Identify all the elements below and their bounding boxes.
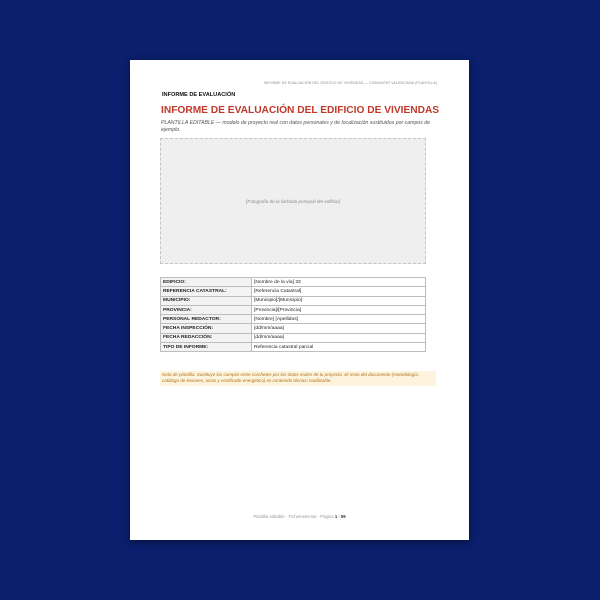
page-footer [130, 514, 469, 519]
table-row [161, 343, 426, 352]
document-page [130, 60, 469, 540]
table-row [161, 305, 426, 314]
section-label: INFORME DE EVALUACIÓN [162, 92, 236, 98]
field-value: [dd/mm/aaaa] [252, 333, 426, 342]
table-row [161, 287, 426, 296]
facade-photo-placeholder [160, 138, 426, 264]
footer-text: Plantilla editable · Fichemetecnia · Página [253, 514, 334, 519]
field-label: TIPO DE INFORME: [161, 343, 252, 352]
page-total: 59 [340, 514, 346, 519]
document-title: INFORME DE EVALUACIÓN DEL EDIFICIO DE VIVIENDAS [161, 105, 440, 116]
field-value: [Nombre de la vía] 33 [252, 278, 426, 287]
field-label: PROVINCIA: [161, 305, 252, 314]
field-value: [dd/mm/aaaa] [252, 324, 426, 333]
field-value: [Provincia]/[Provincia] [252, 305, 426, 314]
field-label: PERSONAL REDACTOR: [161, 315, 252, 324]
table-row [161, 333, 426, 342]
running-header: INFORME DE EVALUACIÓN DEL EDIFICIO DE VIVIENDAS — COMUNITAT VALENCIANA (PLANTILLA) [263, 81, 437, 85]
field-label: MUNICIPIO: [161, 296, 252, 305]
field-value: Referencia catastral parcial [252, 343, 426, 352]
building-data-table [160, 277, 426, 352]
table-row [161, 278, 426, 287]
table-row [161, 324, 426, 333]
field-value: [Nombre] [Apellidos] [252, 315, 426, 324]
field-label: REFERENCIA CATASTRAL: [161, 287, 252, 296]
field-label: FECHA REDACCIÓN: [161, 333, 252, 342]
page-separator: / [338, 514, 340, 519]
document-subtitle: PLANTILLA EDITABLE — modelo de proyecto real con datos personales y de localización sustituidos por campos de ejemplo. [161, 120, 431, 133]
table-row [161, 315, 426, 324]
table-row [161, 296, 426, 305]
field-value: [Municipio]/[Municipio] [252, 296, 426, 305]
field-value: [Referencia Catastral] [252, 287, 426, 296]
field-label: FECHA INSPECCIÓN: [161, 324, 252, 333]
field-label: EDIFICIO: [161, 278, 252, 287]
template-note: Nota de plantilla: Sustituye los campos entre corchetes por los datos reales de tu proyecto. El resto del documento (metodología, catálogo de lesiones, actas y certificado energético) es contenido técnico reutilizable. [160, 371, 436, 386]
page-number: 1 [334, 514, 338, 519]
photo-placeholder-text: [Fotografía de la fachada principal del edificio] [246, 198, 340, 204]
